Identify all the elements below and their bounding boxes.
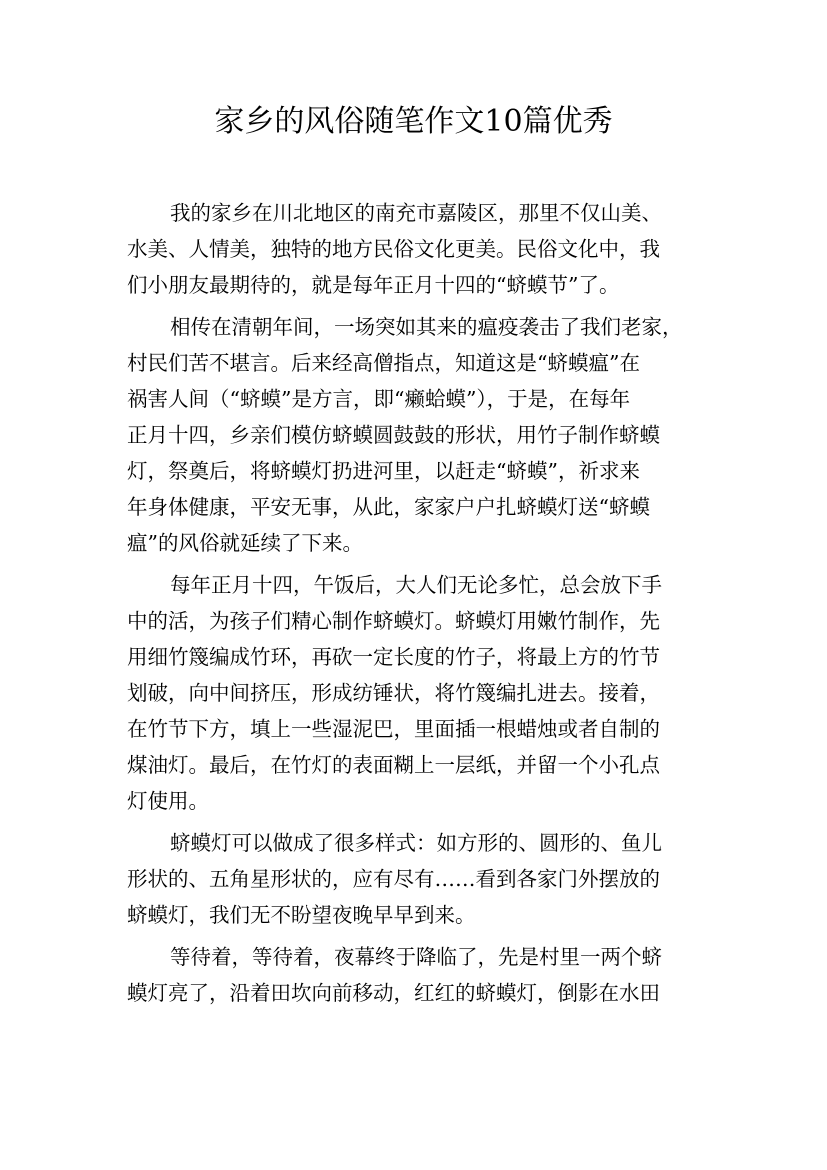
text-line: 相传在清朝年间，一场突如其来的瘟疫袭击了我们老家， [170,315,683,339]
text-line: 我的家乡在川北地区的南充市嘉陵区，那里不仅山美、 [170,201,662,225]
text-line: 村民们苦不堪言。后来经高僧指点，知道这是“蛴蟆瘟”在 [127,351,640,375]
text-line: 灯使用。 [127,789,209,813]
text-line: 瘟”的风俗就延续了下来。 [127,531,363,555]
text-line: 水美、人情美，独特的地方民俗文化更美。民俗文化中，我 [127,237,660,261]
text-line: 每年正月十四，午饭后，大人们无论多忙，总会放下手 [170,573,662,597]
document-title: 家乡的风俗随笔作文10篇优秀 [214,104,613,139]
text-line: 们小朋友最期待的，就是每年正月十四的“蛴蟆节”了。 [127,273,620,297]
text-line: 灯，祭奠后，将蛴蟆灯扔进河里，以赶走“蛴蟆”，祈求来 [127,459,640,483]
text-line: 蛴蟆灯，我们无不盼望夜晚早早到来。 [127,903,476,927]
text-line: 正月十四，乡亲们模仿蛴蟆圆鼓鼓的形状，用竹子制作蛴蟆 [127,423,660,447]
text-line: 蛴蟆灯可以做成了很多样式：如方形的、圆形的、鱼儿 [170,831,662,855]
text-line: 等待着，等待着，夜幕终于降临了，先是村里一两个蛴 [170,945,662,969]
text-line: 中的活，为孩子们精心制作蛴蟆灯。蛴蟆灯用嫩竹制作，先 [127,609,660,633]
text-line: 煤油灯。最后，在竹灯的表面糊上一层纸，并留一个小孔点 [127,753,660,777]
text-line: 形状的、五角星形状的，应有尽有……看到各家门外摆放的 [127,867,660,891]
text-line: 用细竹篾编成竹环，再砍一定长度的竹子，将最上方的竹节 [127,645,660,669]
text-line: 年身体健康，平安无事，从此，家家户户扎蛴蟆灯送“蛴蟆 [127,495,650,519]
text-line: 蟆灯亮了，沿着田坎向前移动，红红的蛴蟆灯，倒影在水田 [127,981,660,1005]
text-line: 划破，向中间挤压，形成纺锤状，将竹篾编扎进去。接着， [127,681,660,705]
text-line: 祸害人间（“蛴蟆”是方言，即“癞蛤蟆”），于是，在每年 [127,387,631,411]
text-line: 在竹节下方，填上一些湿泥巴，里面插一根蜡烛或者自制的 [127,717,660,741]
